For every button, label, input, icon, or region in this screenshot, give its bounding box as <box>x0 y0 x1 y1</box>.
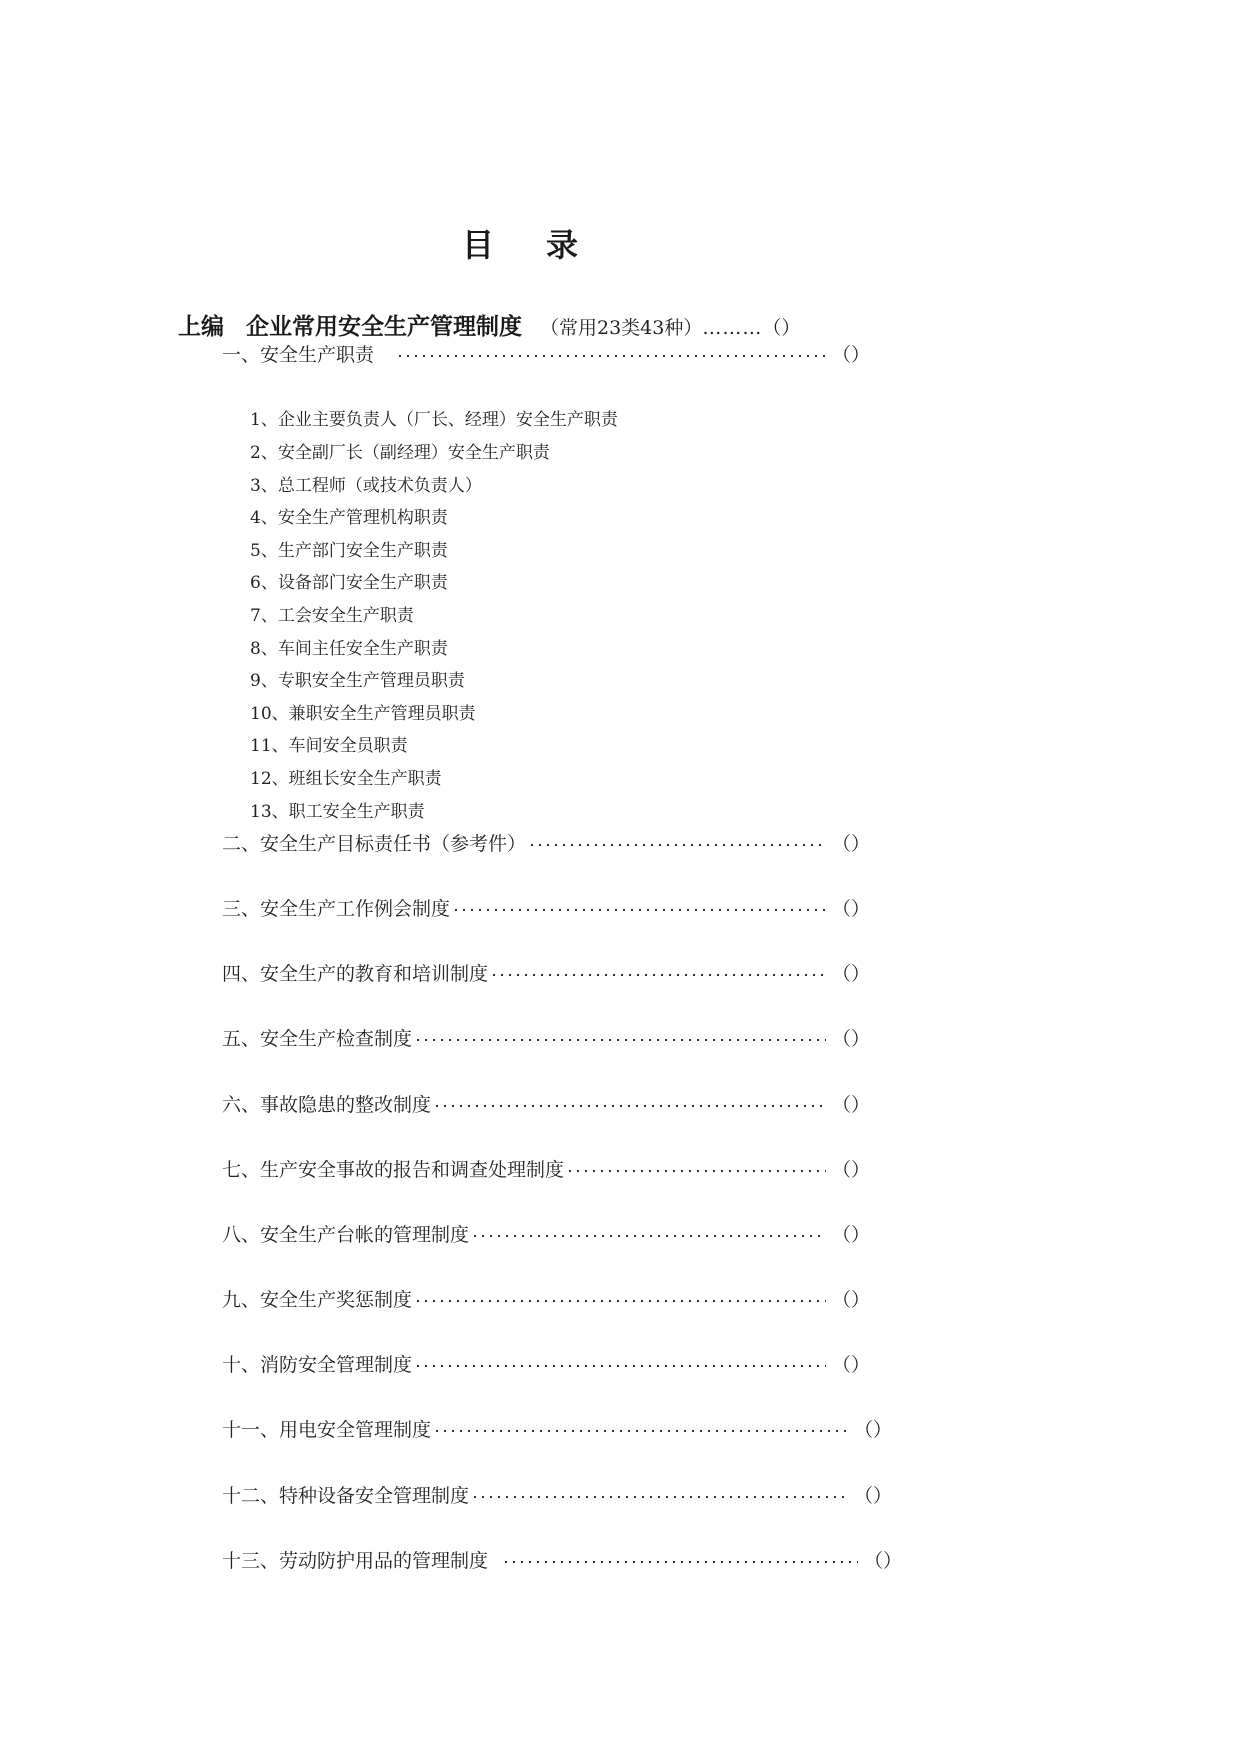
toc-entry <box>222 1284 870 1312</box>
toc-entry-text: 四、安全生产的教育和培训制度 <box>222 962 489 985</box>
toc-leader <box>528 843 826 847</box>
toc-entry-text: 三、安全生产工作例会制度 <box>222 897 451 920</box>
toc-leader <box>452 908 826 912</box>
toc-entry-page: （） <box>831 962 870 985</box>
toc-entry-page: （） <box>831 1093 870 1116</box>
sub-entry: 2、安全副厂长（副经理）安全生产职责 <box>250 443 550 463</box>
sub-entry: 9、专职安全生产管理员职责 <box>250 671 465 691</box>
toc-entry <box>222 893 870 921</box>
page-title <box>462 220 578 266</box>
toc-leader <box>566 1169 826 1173</box>
toc-entry-page: （） <box>831 1353 870 1376</box>
toc-entry-page: （） <box>831 897 870 920</box>
sub-entry: 3、总工程师（或技术负责人） <box>250 476 482 496</box>
toc-entry-text: 八、安全生产台帐的管理制度 <box>222 1223 470 1246</box>
toc-entry-page: （） <box>853 1418 892 1441</box>
toc-entry <box>222 1414 892 1442</box>
toc-leader <box>471 1234 826 1238</box>
toc-entry <box>222 1480 892 1508</box>
toc-entry-text: 十三、劳动防护用品的管理制度 <box>222 1549 489 1572</box>
toc-leader <box>433 1429 848 1433</box>
toc-leader <box>396 354 826 358</box>
toc-entry <box>222 1219 870 1247</box>
title-char-1: 目 <box>462 226 495 264</box>
part-name: 企业常用安全生产管理制度 <box>246 314 522 340</box>
sub-entry: 8、车间主任安全生产职责 <box>250 639 448 659</box>
toc-entry-page: （） <box>831 832 870 855</box>
part-label: 上编 <box>178 314 224 340</box>
toc-entry <box>222 339 870 367</box>
toc-entry-text: 五、安全生产检查制度 <box>222 1027 413 1050</box>
toc-entry-page: （） <box>831 1223 870 1246</box>
toc-entry-page: （） <box>831 1027 870 1050</box>
toc-leader <box>471 1495 848 1499</box>
part-note: （常用23类43种） <box>540 317 703 339</box>
toc-entry <box>222 958 870 986</box>
toc-entry-text: 二、安全生产目标责任书（参考件） <box>222 832 527 855</box>
sub-entry: 10、兼职安全生产管理员职责 <box>250 704 476 724</box>
toc-leader <box>414 1038 826 1042</box>
toc-leader <box>502 1560 858 1564</box>
sub-entry: 12、班组长安全生产职责 <box>250 769 442 789</box>
part-heading <box>178 308 800 341</box>
toc-entry-page: （） <box>831 343 870 366</box>
toc-entry <box>222 828 870 856</box>
toc-entry <box>222 1154 870 1182</box>
toc-entry-text: 十一、用电安全管理制度 <box>222 1418 432 1441</box>
part-page-number: （） <box>762 317 801 339</box>
sub-entry: 13、职工安全生产职责 <box>250 802 425 822</box>
title-char-2: 录 <box>546 226 579 264</box>
toc-entry <box>222 1023 870 1051</box>
toc-entry-text: 七、生产安全事故的报告和调查处理制度 <box>222 1158 565 1181</box>
sub-entry: 1、企业主要负责人（厂长、经理）安全生产职责 <box>250 410 618 430</box>
sub-entry: 11、车间安全员职责 <box>250 736 408 756</box>
toc-leader <box>414 1299 826 1303</box>
toc-leader <box>490 973 826 977</box>
toc-entry-page: （） <box>831 1288 870 1311</box>
toc-entry-page: （） <box>831 1158 870 1181</box>
toc-entry <box>222 1545 902 1573</box>
toc-entry <box>222 1089 870 1117</box>
toc-entry <box>222 1349 870 1377</box>
part-leader: ……… <box>702 317 763 339</box>
toc-entry-page: （） <box>853 1484 892 1507</box>
sub-entry: 4、安全生产管理机构职责 <box>250 508 448 528</box>
toc-leader <box>414 1364 826 1368</box>
toc-entry-text: 一、安全生产职责 <box>222 343 375 366</box>
toc-leader <box>433 1104 826 1108</box>
toc-entry-text: 六、事故隐患的整改制度 <box>222 1093 432 1116</box>
toc-entry-text: 九、安全生产奖惩制度 <box>222 1288 413 1311</box>
toc-entry-page: （） <box>863 1549 902 1572</box>
toc-entry-text: 十、消防安全管理制度 <box>222 1353 413 1376</box>
toc-entry-text: 十二、特种设备安全管理制度 <box>222 1484 470 1507</box>
sub-entry: 7、工会安全生产职责 <box>250 606 414 626</box>
sub-entry: 6、设备部门安全生产职责 <box>250 573 448 593</box>
sub-entry: 5、生产部门安全生产职责 <box>250 541 448 561</box>
